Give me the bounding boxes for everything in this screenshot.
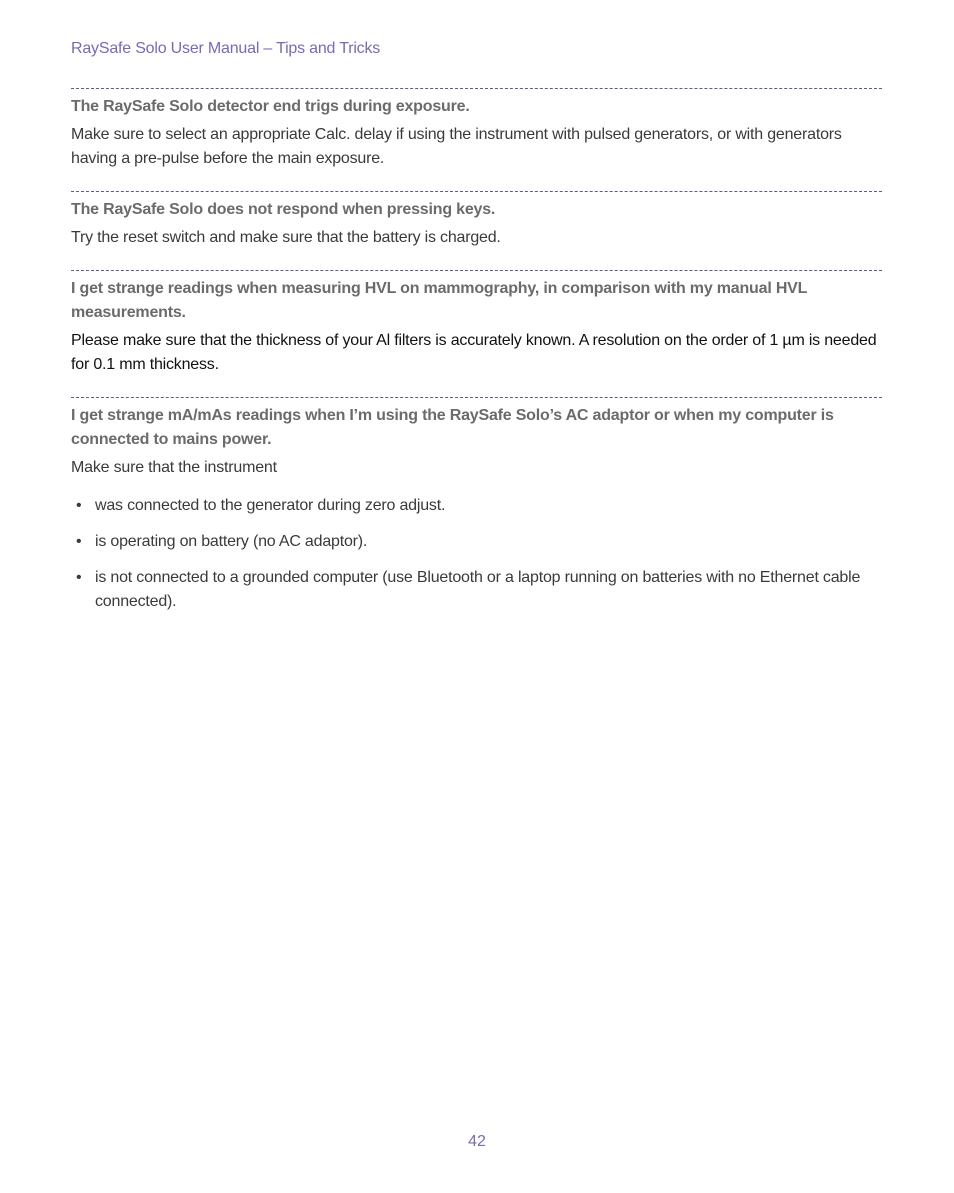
list-item bbox=[71, 566, 882, 614]
faq-answer: Make sure to select an appropriate Calc. delay if using the instrument with pulsed generators, or with generators having a pre-pulse before the main exposure. bbox=[71, 126, 842, 167]
faq-question: I get strange readings when measuring HVL on mammography, in comparison with my manual HVL measurements. bbox=[71, 280, 807, 321]
bullet-icon: • bbox=[76, 497, 82, 514]
faq-item-detector-end-trigs bbox=[71, 88, 882, 171]
list-item bbox=[71, 530, 882, 554]
list-item-text: is not connected to a grounded computer (use Bluetooth or a laptop running on batteries with no Ethernet cable connected). bbox=[95, 569, 861, 610]
running-header: RaySafe Solo User Manual – Tips and Tricks bbox=[71, 40, 381, 57]
faq-list bbox=[71, 88, 882, 634]
bullet-icon: • bbox=[76, 569, 82, 586]
faq-item-hvl-mammography bbox=[71, 270, 882, 377]
faq-question: The RaySafe Solo does not respond when pressing keys. bbox=[71, 201, 496, 218]
faq-item-keys-not-responding bbox=[71, 191, 882, 250]
list-item-text: is operating on battery (no AC adaptor). bbox=[95, 533, 368, 550]
faq-answer: Make sure that the instrument bbox=[71, 459, 277, 476]
faq-answer: Please make sure that the thickness of your Al filters is accurately known. A resolution on the order of 1 µm is needed for 0.1 mm thickness. bbox=[71, 332, 877, 373]
list-item-text: was connected to the generator during zero adjust. bbox=[95, 497, 446, 514]
faq-item-ma-mas-readings bbox=[71, 397, 882, 614]
faq-answer: Try the reset switch and make sure that the battery is charged. bbox=[71, 229, 501, 246]
list-item bbox=[71, 494, 882, 518]
faq-question: I get strange mA/mAs readings when I’m using the RaySafe Solo’s AC adaptor or when my computer is connected to mains power. bbox=[71, 407, 834, 448]
page-number: 42 bbox=[468, 1133, 486, 1150]
bullet-list bbox=[71, 494, 882, 614]
bullet-icon: • bbox=[76, 533, 82, 550]
faq-question: The RaySafe Solo detector end trigs during exposure. bbox=[71, 98, 470, 115]
